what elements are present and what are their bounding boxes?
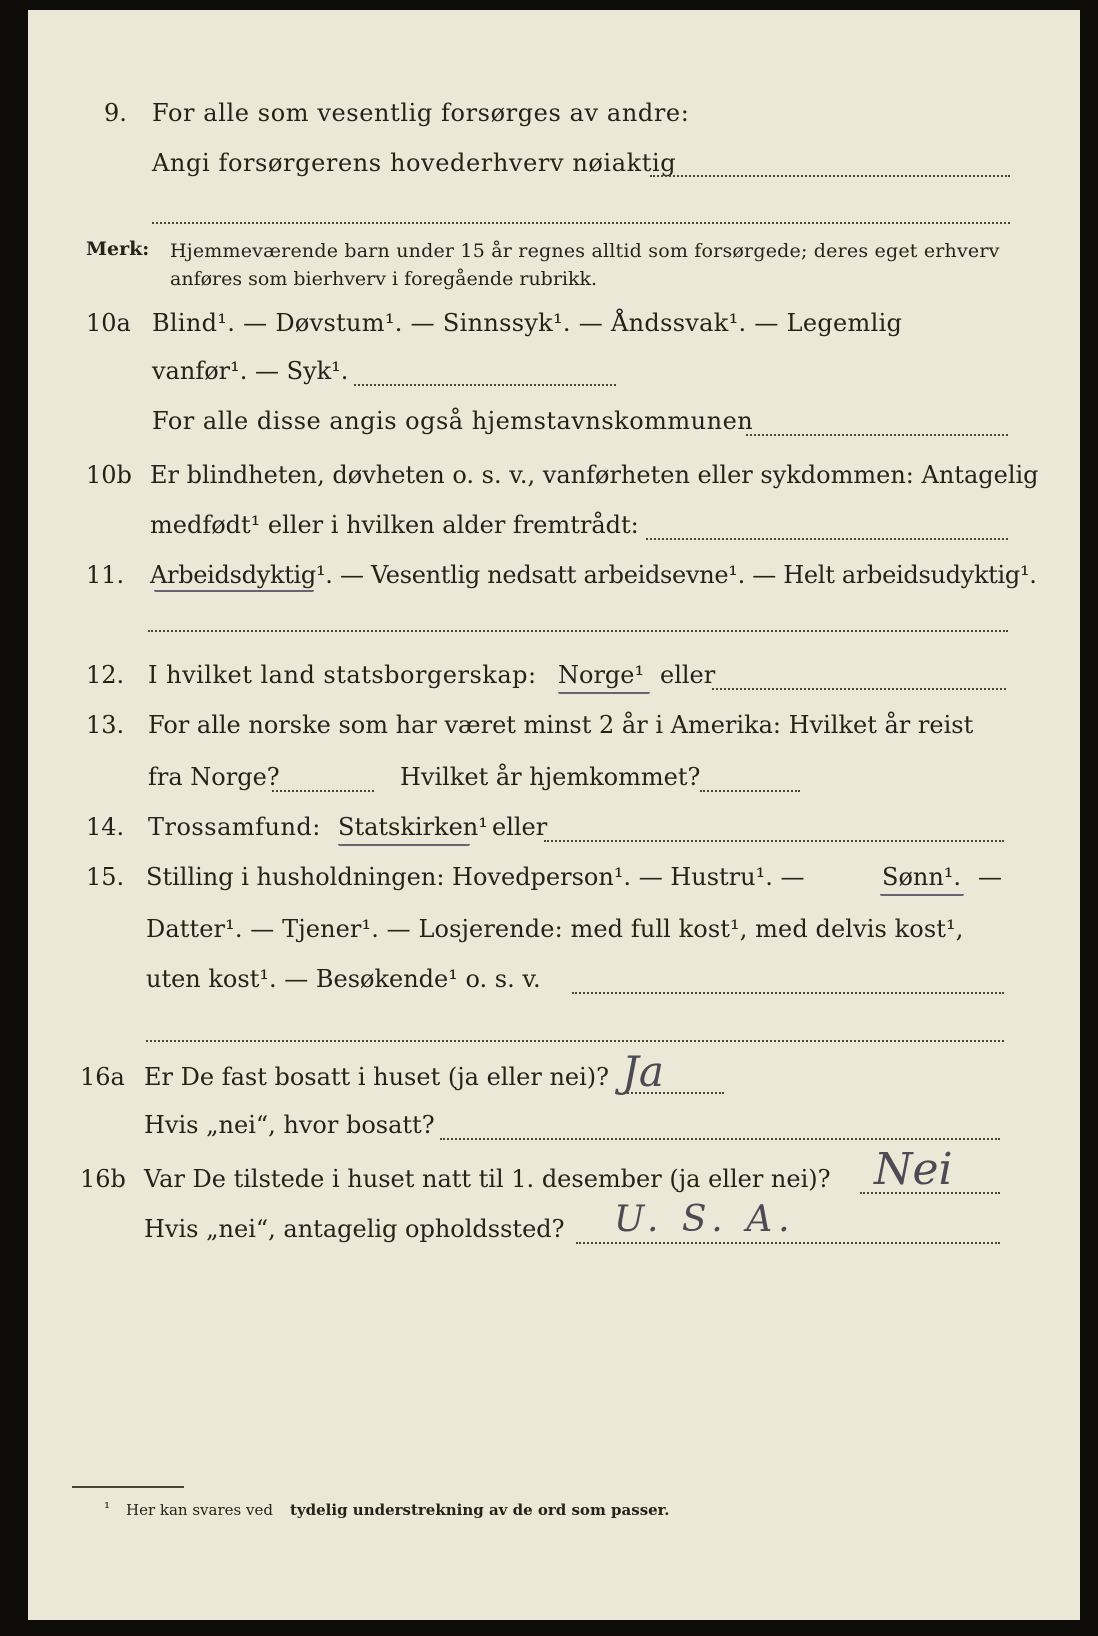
q10a-answer-line-2[interactable] bbox=[746, 434, 1008, 436]
q12-number: 12. bbox=[86, 661, 125, 689]
q11-line1: Arbeidsdyktig¹. — Vesentlig nedsatt arbeidsevne¹. — Helt arbeidsudyktig¹. bbox=[150, 561, 1037, 589]
merk-label: Merk: bbox=[86, 238, 150, 260]
q12-handwritten-underline bbox=[558, 692, 650, 694]
q13-line2b: Hvilket år hjemkommet? bbox=[400, 763, 701, 791]
q16b-answer-line-2[interactable] bbox=[576, 1242, 1000, 1244]
q12-text-c: eller bbox=[660, 661, 716, 689]
q16b-handwritten-answer-2: U. S. A. bbox=[614, 1199, 796, 1240]
q16b-answer-line-1[interactable] bbox=[860, 1192, 1000, 1194]
q10a-line1: Blind¹. — Døvstum¹. — Sinnssyk¹. — Åndssvak¹. — Legemlig bbox=[152, 309, 903, 337]
q10a-line2: vanfør¹. — Syk¹. bbox=[152, 357, 349, 385]
q13-number: 13. bbox=[86, 711, 125, 739]
q10b-number: 10b bbox=[86, 461, 132, 489]
merk-line2: anføres som bierhverv i foregående rubrikk. bbox=[170, 268, 598, 290]
q13-answer-line-1[interactable] bbox=[272, 790, 374, 792]
q14-text-a: Trossamfund: bbox=[148, 813, 321, 841]
q16a-answer-line-1[interactable] bbox=[624, 1092, 724, 1094]
q14-answer-line[interactable] bbox=[544, 840, 1004, 842]
q13-line2a: fra Norge? bbox=[148, 763, 280, 791]
q11-handwritten-underline bbox=[154, 590, 314, 592]
q14-text-b: Statskirken¹ bbox=[338, 813, 488, 841]
q12-answer-line[interactable] bbox=[712, 688, 1006, 690]
q16b-number: 16b bbox=[80, 1165, 126, 1193]
q14-handwritten-underline bbox=[338, 844, 470, 846]
q15-number: 15. bbox=[86, 863, 125, 891]
q16a-handwritten-answer: Ja bbox=[622, 1047, 664, 1096]
footnote-mark: ¹ bbox=[104, 1499, 111, 1517]
census-form-page bbox=[28, 10, 1080, 1620]
q16b-line1: Var De tilstede i huset natt til 1. desember (ja eller nei)? bbox=[144, 1165, 831, 1193]
q10b-answer-line[interactable] bbox=[646, 538, 1008, 540]
q11-number: 11. bbox=[86, 561, 125, 589]
q16a-answer-line-2[interactable] bbox=[440, 1138, 1000, 1140]
q16b-handwritten-answer-1: Nei bbox=[874, 1144, 953, 1195]
q14-number: 14. bbox=[86, 813, 125, 841]
q14-text-c: eller bbox=[492, 813, 548, 841]
q13-answer-line-2[interactable] bbox=[700, 790, 800, 792]
q16a-line1: Er De fast bosatt i huset (ja eller nei)? bbox=[144, 1063, 610, 1091]
footnote-text-a: Her kan svares ved bbox=[126, 1501, 273, 1519]
q16b-line2: Hvis „nei“, antagelig opholdssted? bbox=[144, 1215, 565, 1243]
q15-line3: uten kost¹. — Besøkende¹ o. s. v. bbox=[146, 965, 541, 993]
q16a-number: 16a bbox=[80, 1063, 125, 1091]
q15-line1a: Stilling i husholdningen: Hovedperson¹. — Hustru¹. — bbox=[146, 863, 805, 891]
q12-text-a: I hvilket land statsborgerskap: bbox=[148, 661, 537, 689]
q15-answer-line-1[interactable] bbox=[572, 992, 1004, 994]
q15-line1b: Sønn¹. bbox=[882, 863, 962, 891]
q10a-number: 10a bbox=[86, 309, 131, 337]
q10b-line1: Er blindheten, døvheten o. s. v., vanførheten eller sykdommen: Antagelig bbox=[150, 461, 1039, 489]
q9-line2: Angi forsørgerens hovederhverv nøiaktig bbox=[152, 149, 677, 177]
q9-line1: For alle som vesentlig forsørges av andre: bbox=[152, 99, 690, 127]
q15-line2: Datter¹. — Tjener¹. — Losjerende: med full kost¹, med delvis kost¹, bbox=[146, 915, 964, 943]
q9-answer-line-2[interactable] bbox=[152, 222, 1010, 224]
q15-handwritten-underline bbox=[880, 894, 964, 896]
merk-line1: Hjemmeværende barn under 15 år regnes alltid som forsørgede; deres eget erhverv bbox=[170, 240, 1000, 262]
q15-line1c: — bbox=[978, 863, 1002, 891]
q11-answer-line[interactable] bbox=[148, 630, 1008, 632]
q15-answer-line-2[interactable] bbox=[146, 1040, 1004, 1042]
q10b-line2: medfødt¹ eller i hvilken alder fremtrådt: bbox=[150, 511, 639, 539]
footnote-rule bbox=[72, 1486, 184, 1488]
q9-number: 9. bbox=[104, 99, 127, 127]
q9-answer-line-1[interactable] bbox=[650, 175, 1010, 177]
q10a-answer-line-1[interactable] bbox=[354, 384, 616, 386]
q13-line1: For alle norske som har været minst 2 år i Amerika: Hvilket år reist bbox=[148, 711, 974, 739]
footnote-text-b: tydelig understrekning av de ord som passer. bbox=[290, 1501, 670, 1519]
q12-text-b: Norge¹ bbox=[558, 661, 645, 689]
q16a-line2: Hvis „nei“, hvor bosatt? bbox=[144, 1111, 435, 1139]
q10a-line3: For alle disse angis også hjemstavnskommunen bbox=[152, 407, 754, 435]
